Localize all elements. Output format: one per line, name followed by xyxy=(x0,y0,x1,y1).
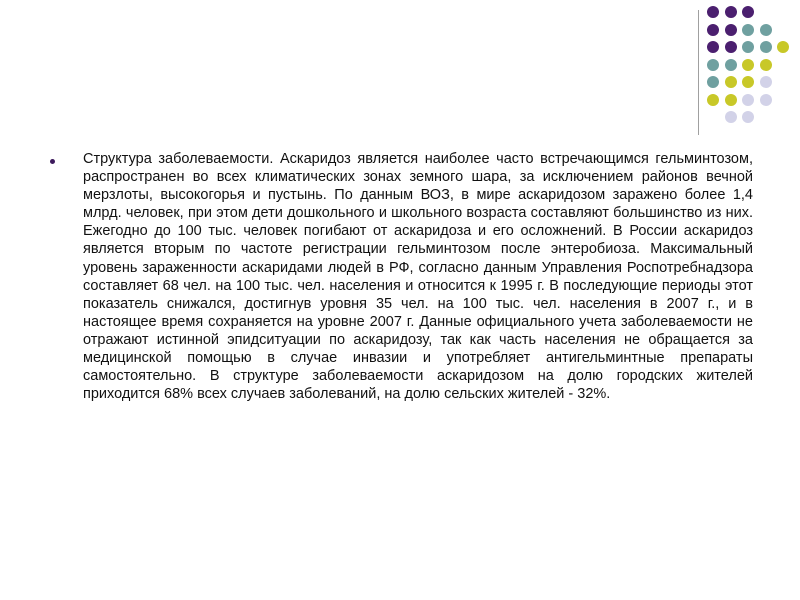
decorative-dot-teal xyxy=(760,24,772,36)
decorative-dot-teal xyxy=(707,76,719,88)
decorative-dot-lavender xyxy=(742,111,754,123)
decorative-dot-olive xyxy=(760,59,772,71)
decorative-dot-purple xyxy=(725,41,737,53)
decorative-dot-purple xyxy=(725,6,737,18)
decorative-dot-teal xyxy=(742,41,754,53)
decorative-dot-teal xyxy=(760,41,772,53)
decorative-dot-teal xyxy=(742,24,754,36)
decorative-dot-purple xyxy=(725,24,737,36)
decorative-dot-teal xyxy=(707,59,719,71)
decorative-vertical-line xyxy=(698,10,699,135)
decorative-dot-purple xyxy=(742,6,754,18)
decorative-dot-olive xyxy=(707,94,719,106)
bullet-icon xyxy=(50,159,55,164)
decorative-dot-lavender xyxy=(760,94,772,106)
decorative-dot-purple xyxy=(707,41,719,53)
decorative-dot-purple xyxy=(707,24,719,36)
decorative-dot-olive xyxy=(742,59,754,71)
decorative-dot-teal xyxy=(725,59,737,71)
decorative-dot-lavender xyxy=(725,111,737,123)
decorative-dot-grid xyxy=(0,0,800,140)
slide-body-paragraph: Структура заболеваемости. Аскаридоз является наиболее часто встречающимся гельминтозом, распространен во всех климатических зонах земного шара, за исключением районов вечной мерзлоты, высокогорья и пустынь. По данным ВОЗ, в мире аскаридозом заражено более 1,4 млрд. человек, при этом дети дошкольного и школьного возраста составляют большинство из них. Ежегодно до 100 тыс. человек погибают от аскаридоза и его осложнений. В России аскаридоз является вторым по частоте регистрации гельминтозом после энтеробиоза. Максимальный уровень зараженности аскаридами людей в РФ, согласно данным Управления Роспотребнадзора составляет 68 чел. на 100 тыс. чел. населения и относится к 1995 г. В последующие периоды этот показатель снижался, достигнув уровня 35 чел. на 100 тыс. чел. населения в 2007 г., и в настоящее время сохраняется на уровне 2007 г. Данные официального учета заболеваемости не отражают истинной эпидситуации по аскаридозу, так как часть населения не обращается за медицинской помощью в случае инвазии и употребляет антигельминтные препараты самостоятельно. В структуре заболеваемости аскаридозом на долю городских жителей приходится 68% всех случаев заболеваний, на долю сельских жителей - 32%. xyxy=(83,151,753,403)
decorative-dot-olive xyxy=(777,41,789,53)
decorative-dot-olive xyxy=(742,76,754,88)
decorative-dot-olive xyxy=(725,94,737,106)
decorative-dot-olive xyxy=(725,76,737,88)
decorative-dot-lavender xyxy=(742,94,754,106)
decorative-dot-purple xyxy=(707,6,719,18)
decorative-dot-lavender xyxy=(760,76,772,88)
